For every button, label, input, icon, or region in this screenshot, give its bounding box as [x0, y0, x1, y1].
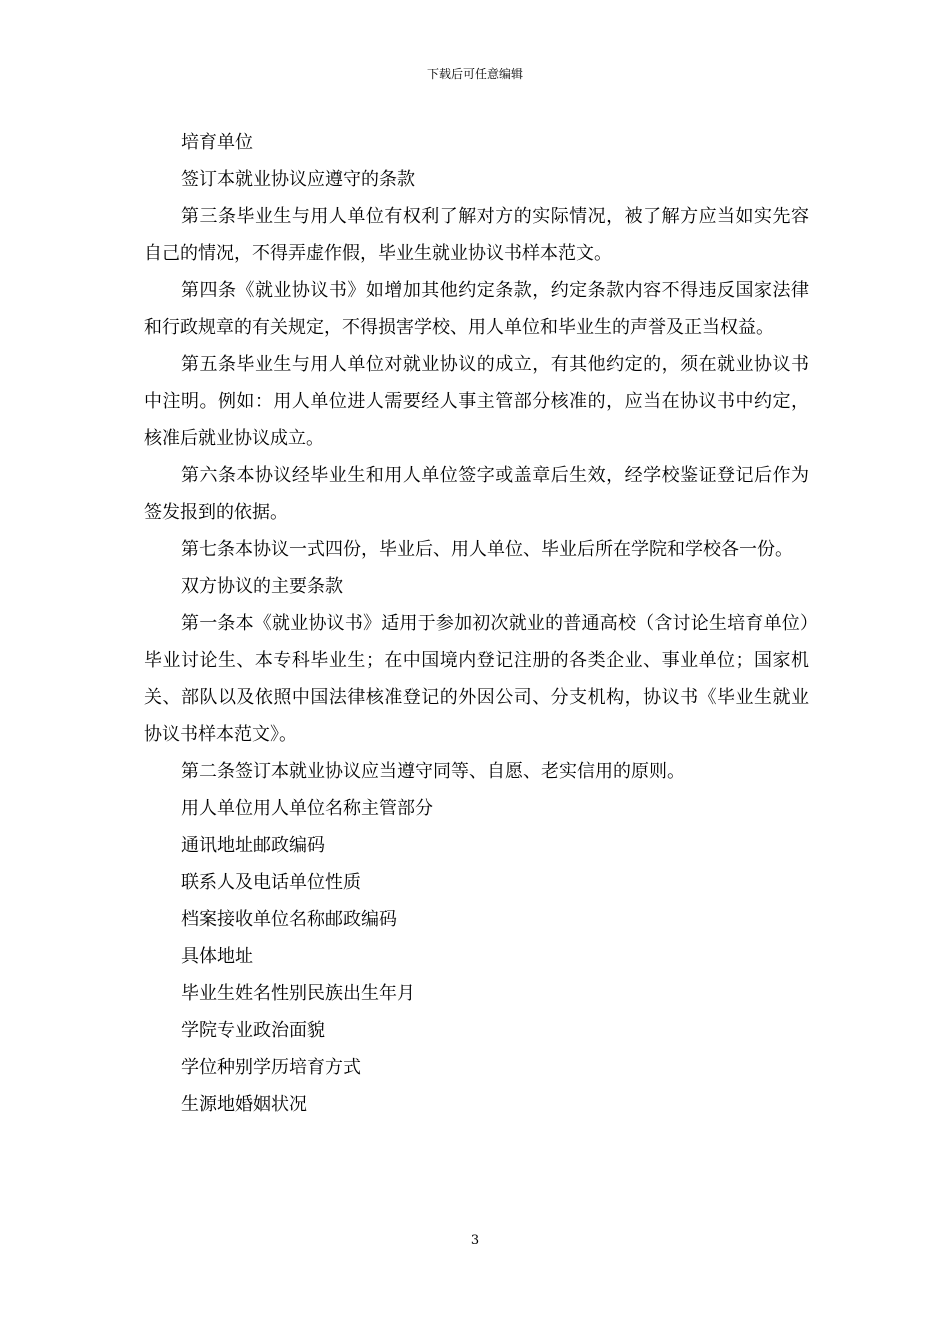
- paragraph-17: 学院专业政治面貌: [181, 1020, 325, 1041]
- page-number: 3: [470, 1233, 480, 1248]
- paragraph-1: 培育单位: [181, 132, 253, 153]
- paragraph-10: 第二条签订本就业协议应当遵守同等、自愿、老实信用的原则。: [181, 761, 685, 782]
- paragraph-6: 第六条本协议经毕业生和用人单位签字或盖章后生效，经学校鉴证登记后作为签发报到的依据。: [144, 465, 809, 523]
- paragraph-14: 档案接收单位名称邮政编码: [181, 909, 397, 930]
- paragraph-11: 用人单位用人单位名称主管部分: [181, 798, 433, 819]
- document-body: [144, 124, 809, 1123]
- paragraph-12: 通讯地址邮政编码: [181, 835, 325, 856]
- paragraph-18: 学位种别学历培育方式: [181, 1057, 361, 1078]
- paragraph-7: 第七条本协议一式四份，毕业后、用人单位、毕业后所在学院和学校各一份。: [181, 539, 793, 560]
- paragraph-19: 生源地婚姻状况: [181, 1094, 307, 1115]
- paragraph-2: 签订本就业协议应遵守的条款: [181, 169, 415, 190]
- page-header: 下载后可任意编辑: [426, 67, 523, 81]
- paragraph-4: 第四条《就业协议书》如增加其他约定条款，约定条款内容不得违反国家法律和行政规章的有关规定，不得损害学校、用人单位和毕业生的声誉及正当权益。: [144, 280, 809, 338]
- paragraph-9: 第一条本《就业协议书》适用于参加初次就业的普通高校（含讨论生培育单位）毕业讨论生、本专科毕业生；在中国境内登记注册的各类企业、事业单位；国家机关、部队以及依照中国法律核准登记的外因公司、分支机构，协议书《毕业生就业协议书样本范文》。: [144, 613, 809, 745]
- paragraph-5: 第五条毕业生与用人单位对就业协议的成立，有其他约定的，须在就业协议书中注明。例如：用人单位进人需要经人事主管部分核准的，应当在协议书中约定，核准后就业协议成立。: [144, 354, 809, 449]
- paragraph-13: 联系人及电话单位性质: [181, 872, 361, 893]
- paragraph-16: 毕业生姓名性别民族出生年月: [181, 983, 415, 1004]
- paragraph-3: 第三条毕业生与用人单位有权利了解对方的实际情况，被了解方应当如实先容自己的情况，不得弄虚作假，毕业生就业协议书样本范文。: [144, 206, 809, 264]
- paragraph-8: 双方协议的主要条款: [181, 576, 343, 597]
- paragraph-15: 具体地址: [181, 946, 253, 967]
